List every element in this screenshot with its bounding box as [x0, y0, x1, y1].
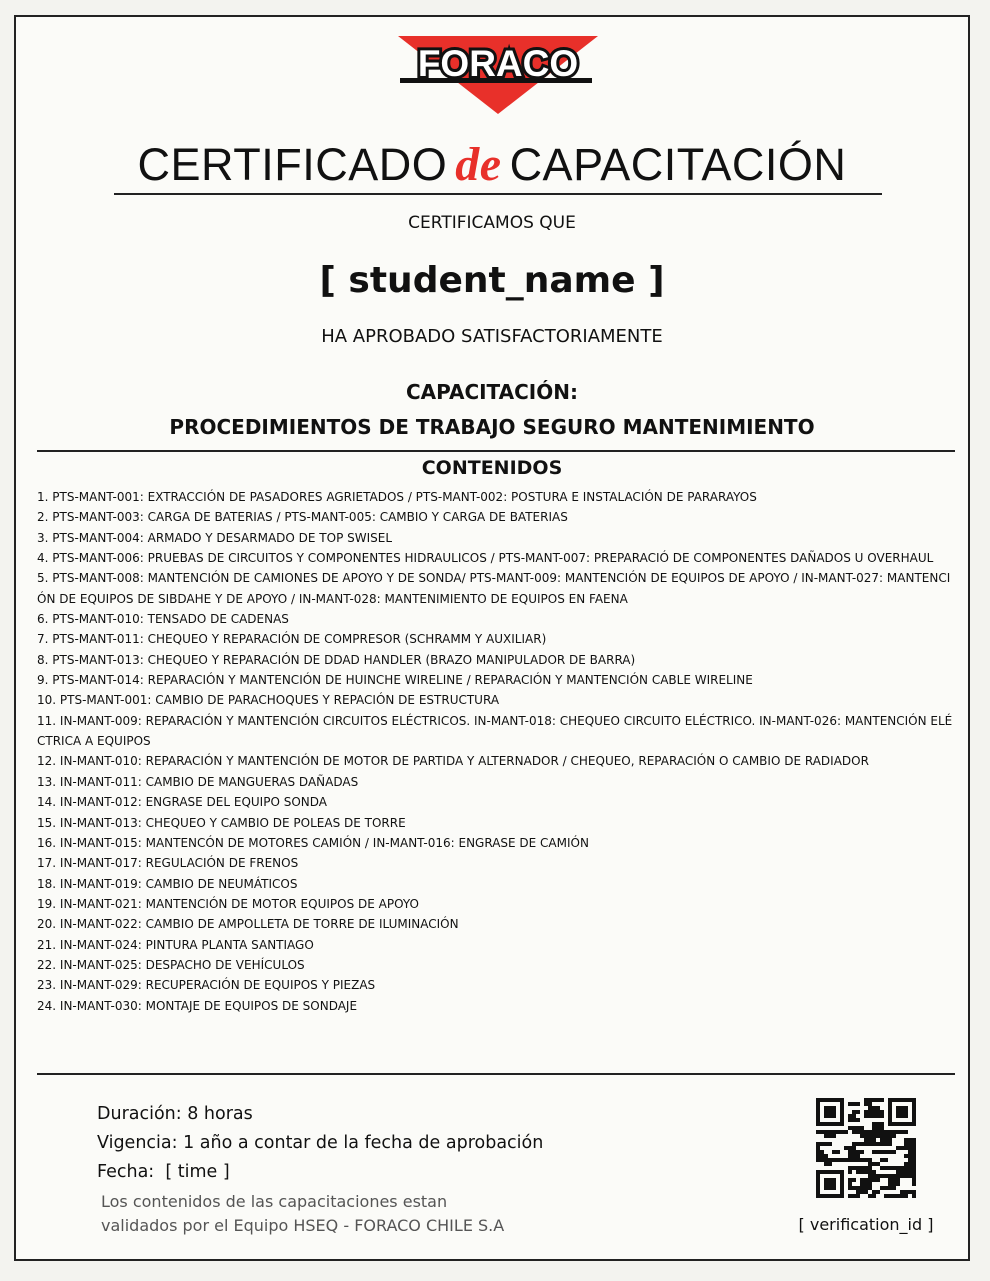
content-item: 14. IN-MANT-012: ENGRASE DEL EQUIPO SONDA [37, 795, 327, 810]
content-item: 20. IN-MANT-022: CAMBIO DE AMPOLLETA DE TORRE DE ILUMINACIÓN [37, 917, 459, 932]
approved-text: HA APROBADO SATISFACTORIAMENTE [321, 326, 663, 347]
content-item: 10. PTS-MANT-001: CAMBIO DE PARACHOQUES Y REPACIÓN DE ESTRUCTURA [37, 693, 500, 708]
note-line-1: Los contenidos de las capacitaciones estan [101, 1192, 448, 1211]
content-item: 17. IN-MANT-017: REGULACIÓN DE FRENOS [37, 856, 299, 871]
duration: Duración: 8 horas [97, 1104, 253, 1124]
verification-id: [ verification_id ] [798, 1215, 934, 1234]
content-item: 5. PTS-MANT-008: MANTENCIÓN DE CAMIONES DE APOYO Y DE SONDA/ PTS-MANT-009: MANTENCIÓN DE EQUIPOS DE APOYO / IN-MANT-027: MANTENCIÓN DE EQUIPOS DE SIBDAHE Y DE APOYO / IN-MANT-028: MANTENIMIENTO DE EQUIPOS EN FAENA [37, 571, 951, 606]
date-value: [ time ] [165, 1162, 230, 1182]
date-label: Fecha: [97, 1162, 155, 1182]
validation-note [101, 1190, 571, 1238]
content-item: 3. PTS-MANT-004: ARMADO Y DESARMADO DE TOP SWISEL [37, 530, 393, 545]
content-item: 15. IN-MANT-013: CHEQUEO Y CAMBIO DE POLEAS DE TORRE [37, 815, 406, 830]
content-item: 19. IN-MANT-021: MANTENCIÓN DE MOTOR EQUIPOS DE APOYO [37, 896, 420, 911]
certificate-page [14, 15, 970, 1261]
content-item: 9. PTS-MANT-014: REPARACIÓN Y MANTENCIÓN DE HUINCHE WIRELINE / REPARACIÓN Y MANTENCIÓN CABLE WIRELINE [37, 673, 753, 688]
content-item: 18. IN-MANT-019: CAMBIO DE NEUMÁTICOS [37, 876, 298, 891]
title-part2: CAPACITACIÓN [509, 139, 847, 190]
date-line [97, 1158, 543, 1187]
content-item: 11. IN-MANT-009: REPARACIÓN Y MANTENCIÓN CIRCUITOS ELÉCTRICOS. IN-MANT-018: CHEQUEO CIRCUITO ELÉCTRICO. IN-MANT-026: MANTENCIÓN ELÉCTRICA A EQUIPOS [37, 713, 953, 749]
content-item: 8. PTS-MANT-013: CHEQUEO Y REPARACIÓN DE DDAD HANDLER (BRAZO MANIPULADOR DE BARRA) [37, 652, 636, 667]
certify-text: CERTIFICAMOS QUE [408, 213, 576, 233]
content-item: 1. PTS-MANT-001: EXTRACCIÓN DE PASADORES AGRIETADOS / PTS-MANT-002: POSTURA E INSTALACIÓN DE PARARAYOS [37, 490, 757, 504]
content-item: 6. PTS-MANT-010: TENSADO DE CADENAS [37, 612, 289, 627]
student-name: [ student_name ] [319, 260, 665, 301]
title-connector: de [455, 138, 502, 191]
title-underline [114, 193, 882, 195]
content-item: 16. IN-MANT-015: MANTENCÓN DE MOTORES CAMIÓN / IN-MANT-016: ENGRASE DE CAMIÓN [37, 835, 589, 850]
content-item: 12. IN-MANT-010: REPARACIÓN Y MANTENCIÓN DE MOTOR DE PARTIDA Y ALTERNADOR / CHEQUEO, REPARACIÓN O CAMBIO DE RADIADOR [37, 754, 869, 769]
contents-heading: CONTENIDOS [421, 457, 563, 479]
note-line-2: validados por el Equipo HSEQ - FORACO CHILE S.A [101, 1216, 505, 1235]
course-block [16, 375, 968, 445]
certificate-title [16, 137, 968, 192]
content-item: 22. IN-MANT-025: DESPACHO DE VEHÍCULOS [37, 957, 305, 972]
content-item: 7. PTS-MANT-011: CHEQUEO Y REPARACIÓN DE COMPRESOR (SCHRAMM Y AUXILIAR) [37, 632, 547, 647]
course-label: CAPACITACIÓN: [405, 380, 578, 404]
foraco-logo [398, 36, 598, 114]
content-item: 13. IN-MANT-011: CAMBIO DE MANGUERAS DAÑADAS [37, 774, 359, 789]
qr-code-icon [816, 1098, 916, 1198]
divider [37, 1073, 955, 1075]
validity: Vigencia: 1 año a contar de la fecha de aprobación [97, 1133, 544, 1153]
title-part1: CERTIFICADO [137, 139, 448, 190]
content-item: 24. IN-MANT-030: MONTAJE DE EQUIPOS DE SONDAJE [37, 998, 358, 1013]
divider [37, 450, 955, 452]
content-item: 4. PTS-MANT-006: PRUEBAS DE CIRCUITOS Y COMPONENTES HIDRAULICOS / PTS-MANT-007: PREPARACIÓ DE COMPONENTES DAÑADOS U OVERHAUL [37, 551, 934, 566]
content-item: 21. IN-MANT-024: PINTURA PLANTA SANTIAGO [37, 937, 314, 952]
contents-list [37, 487, 957, 1016]
logo-text: FORACO [417, 43, 579, 84]
content-item: 23. IN-MANT-029: RECUPERACIÓN DE EQUIPOS Y PIEZAS [37, 978, 376, 993]
course-info [97, 1100, 543, 1187]
content-item: 2. PTS-MANT-003: CARGA DE BATERIAS / PTS-MANT-005: CAMBIO Y CARGA DE BATERIAS [37, 510, 568, 525]
course-name: PROCEDIMIENTOS DE TRABAJO SEGURO MANTENIMIENTO [169, 415, 815, 439]
